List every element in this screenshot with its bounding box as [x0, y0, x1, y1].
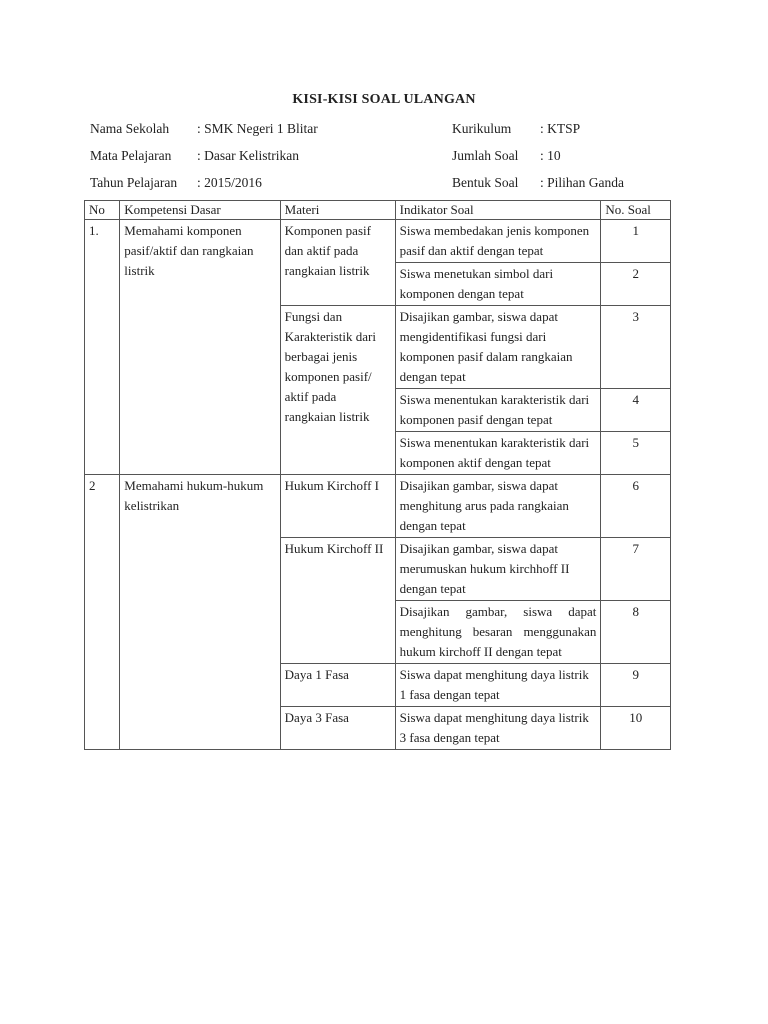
indicator-cell: Disajikan gambar, siswa dapat mengidentifikasi fungsi dari komponen pasif dalam rangkaian dengan tepat: [395, 306, 601, 389]
material-cell: Hukum Kirchoff I: [280, 475, 395, 538]
competency-text: Memahami hukum-hukum kelistrikan: [120, 475, 280, 750]
material-cell: Fungsi dan Karakteristik dari berbagai jenis komponen pasif/ aktif pada rangkaian listrik: [280, 306, 395, 475]
question-number-cell: 5: [601, 432, 671, 475]
question-number-cell: 1: [601, 220, 671, 263]
header-indicator: Indikator Soal: [395, 201, 601, 220]
info-value-school: : SMK Negeri 1 Blitar: [197, 121, 318, 136]
info-value-question-type: : Pilihan Ganda: [540, 175, 624, 190]
material-cell: Komponen pasif dan aktif pada rangkaian listrik: [280, 220, 395, 306]
competency-number: 2: [85, 475, 120, 750]
header-question-number: No. Soal: [601, 201, 671, 220]
indicator-cell: Siswa menentukan karakteristik dari komponen pasif dengan tepat: [395, 389, 601, 432]
info-label-curriculum: Kurikulum: [452, 121, 512, 136]
header-competency: Kompetensi Dasar: [120, 201, 280, 220]
indicator-cell: Disajikan gambar, siswa dapat menghitung besaran menggunakan hukum kirchoff II dengan tepat: [395, 601, 601, 664]
indicator-cell: Disajikan gambar, siswa dapat menghitung arus pada rangkaian dengan tepat: [395, 475, 601, 538]
indicator-cell: Siswa menetukan simbol dari komponen dengan tepat: [395, 263, 601, 306]
material-cell: Daya 1 Fasa: [280, 664, 395, 707]
competency-number: 1.: [85, 220, 120, 475]
indicator-cell: Disajikan gambar, siswa dapat merumuskan hukum kirchhoff II dengan tepat: [395, 538, 601, 601]
question-number-cell: 8: [601, 601, 671, 664]
info-value-year: : 2015/2016: [197, 175, 262, 190]
info-value-curriculum: : KTSP: [540, 121, 581, 136]
question-number-cell: 10: [601, 707, 671, 750]
table-row: [85, 475, 671, 538]
question-number-cell: 3: [601, 306, 671, 389]
info-label-question-type: Bentuk Soal: [452, 175, 519, 190]
indicator-cell: Siswa menentukan karakteristik dari komponen aktif dengan tepat: [395, 432, 601, 475]
indicator-cell: Siswa dapat menghitung daya listrik 1 fasa dengan tepat: [395, 664, 601, 707]
header-material: Materi: [280, 201, 395, 220]
info-value-question-count: : 10: [540, 148, 561, 163]
indicator-cell: Siswa dapat menghitung daya listrik 3 fasa dengan tepat: [395, 707, 601, 750]
question-number-cell: 9: [601, 664, 671, 707]
header-no: No: [85, 201, 120, 220]
page-title: KISI-KISI SOAL ULANGAN: [292, 92, 476, 107]
info-value-subject: : Dasar Kelistrikan: [197, 148, 299, 163]
competency-text: Memahami komponen pasif/aktif dan rangkaian listrik: [120, 220, 280, 475]
question-number-cell: 4: [601, 389, 671, 432]
info-label-subject: Mata Pelajaran: [90, 148, 172, 163]
question-number-cell: 7: [601, 538, 671, 601]
table-row: [85, 220, 671, 263]
indicator-cell: Siswa membedakan jenis komponen pasif dan aktif dengan tepat: [395, 220, 601, 263]
info-label-school: Nama Sekolah: [90, 121, 170, 136]
material-cell: Daya 3 Fasa: [280, 707, 395, 750]
grid-table: [84, 200, 671, 750]
question-number-cell: 6: [601, 475, 671, 538]
material-cell: Hukum Kirchoff II: [280, 538, 395, 664]
question-number-cell: 2: [601, 263, 671, 306]
table-header-row: [85, 201, 671, 220]
info-label-question-count: Jumlah Soal: [452, 148, 519, 163]
info-label-year: Tahun Pelajaran: [90, 175, 178, 190]
